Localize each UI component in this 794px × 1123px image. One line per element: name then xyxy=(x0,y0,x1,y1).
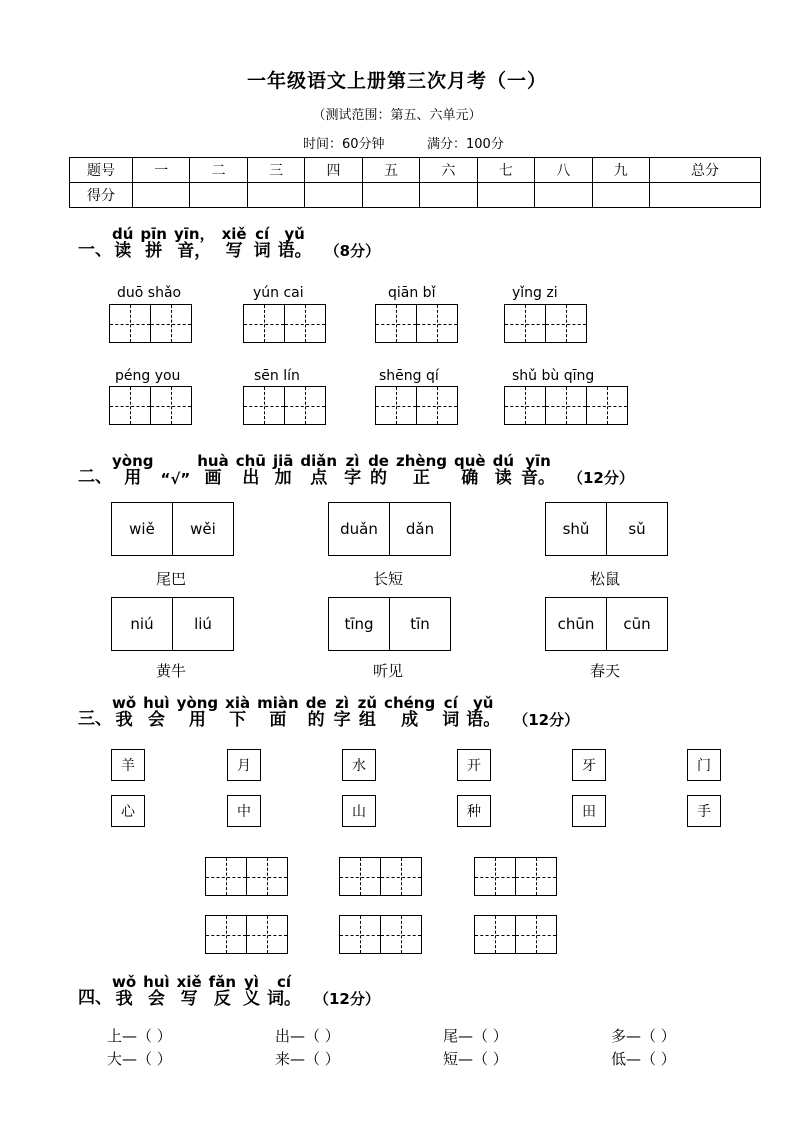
score-table-header: 九 xyxy=(592,158,649,183)
antonym-blank[interactable]: 尾—（ ） xyxy=(443,1027,508,1045)
antonym-blank[interactable]: 短—（ ） xyxy=(443,1050,508,1068)
character-box: 开 xyxy=(457,749,491,781)
score-cell[interactable] xyxy=(190,183,247,208)
ruby-char: yòng 用 xyxy=(112,452,154,488)
pinyin-option[interactable]: duǎn xyxy=(329,503,390,555)
antonym-blank[interactable]: 大—（ ） xyxy=(107,1050,172,1068)
antonym-blank[interactable]: 多—（ ） xyxy=(611,1027,676,1045)
exam-time: 时间：60分钟 xyxy=(303,137,385,152)
ruby-char: cí 词。 xyxy=(267,973,301,1009)
score-table-header: 八 xyxy=(535,158,592,183)
word-label: 尾巴 xyxy=(155,570,186,588)
score-table-header: 五 xyxy=(362,158,419,183)
writing-grid[interactable] xyxy=(504,386,628,425)
ruby-char: dú 读 xyxy=(492,452,514,488)
score-cell[interactable] xyxy=(362,183,419,208)
pinyin-label: shǔ bù qīng xyxy=(512,368,595,384)
score-table-header: 七 xyxy=(477,158,534,183)
character-box: 种 xyxy=(457,795,491,827)
writing-grid[interactable] xyxy=(474,915,557,954)
score-table-header: 六 xyxy=(420,158,477,183)
pinyin-option[interactable]: cūn xyxy=(623,615,651,633)
pinyin-choice-pair xyxy=(111,502,234,556)
pinyin-choice-pair xyxy=(111,597,234,651)
writing-grid[interactable] xyxy=(205,915,288,954)
score-table-header: 一 xyxy=(133,158,190,183)
character-box: 月 xyxy=(227,749,261,781)
score-table-header: 题号 xyxy=(70,158,133,183)
ruby-char: xiě 写 xyxy=(176,973,202,1009)
ruby-char: chéng 成 xyxy=(384,694,436,730)
writing-grid[interactable] xyxy=(243,386,326,425)
pinyin-choice-pair xyxy=(328,502,451,556)
pinyin-option[interactable]: liú xyxy=(194,615,212,633)
ruby-char: yì 义 xyxy=(243,973,260,1009)
section-number: 四、 xyxy=(78,988,112,1008)
ruby-char: de 的 xyxy=(368,452,389,488)
pinyin-label: yún cai xyxy=(253,285,304,301)
ruby-char: chū 出 xyxy=(235,452,266,488)
score-table-header: 二 xyxy=(190,158,247,183)
check-mark-symbol: “√” xyxy=(160,470,191,488)
character-box: 田 xyxy=(572,795,606,827)
pinyin-choice-pair xyxy=(545,597,668,651)
page-title: 一年级语文上册第三次月考（一） xyxy=(246,70,547,92)
section-score: （8分） xyxy=(324,242,381,260)
word-label: 松鼠 xyxy=(589,570,620,588)
score-table-header: 总分 xyxy=(649,158,760,183)
ruby-char: wǒ 我 xyxy=(112,973,137,1009)
pinyin-option[interactable]: sǔ xyxy=(628,520,646,538)
ruby-char: xiě 写 xyxy=(221,225,247,261)
section-score: （12分） xyxy=(314,990,380,1008)
ruby-char: yīn 音。 xyxy=(521,452,555,488)
ruby-char: cí 词 xyxy=(253,225,271,261)
section-score: （12分） xyxy=(513,711,580,729)
word-label: 春天 xyxy=(589,662,620,680)
character-box: 牙 xyxy=(572,749,606,781)
antonym-blank[interactable]: 来—（ ） xyxy=(275,1050,340,1068)
ruby-char: zhèng 正 xyxy=(395,452,447,488)
antonym-blank[interactable]: 出—（ ） xyxy=(275,1027,340,1045)
score-row-label: 得分 xyxy=(70,183,133,208)
pinyin-label: duō shǎo xyxy=(117,285,182,301)
score-table-header: 四 xyxy=(305,158,362,183)
section-number: 三、 xyxy=(78,709,112,729)
section-1-heading xyxy=(78,227,380,260)
section-4-heading xyxy=(78,975,380,1008)
ruby-char: de 的 xyxy=(305,694,327,730)
pinyin-label: shēng qí xyxy=(379,368,439,384)
ruby-char: zì 字 xyxy=(344,452,362,488)
writing-grid[interactable] xyxy=(375,386,458,425)
ruby-char: dú 读 xyxy=(112,225,134,261)
antonym-blank[interactable]: 上—（ ） xyxy=(107,1027,172,1045)
ruby-char: yīn， 音， xyxy=(173,225,215,261)
antonym-blank[interactable]: 低—（ ） xyxy=(611,1050,676,1068)
ruby-char: fǎn 反 xyxy=(208,973,236,1009)
section-number: 一、 xyxy=(78,240,112,260)
writing-grid[interactable] xyxy=(109,304,192,343)
word-label: 长短 xyxy=(372,570,403,588)
ruby-char: wǒ 我 xyxy=(112,694,137,730)
pinyin-option[interactable]: chūn xyxy=(546,598,607,650)
ruby-char: què 确 xyxy=(453,452,486,488)
score-table xyxy=(69,157,761,208)
score-cell[interactable] xyxy=(247,183,304,208)
pinyin-option[interactable]: wiě xyxy=(112,503,173,555)
pinyin-label: qiān bǐ xyxy=(388,285,436,301)
word-label: 听见 xyxy=(372,662,403,680)
pinyin-label: péng you xyxy=(115,368,181,384)
ruby-char: cí 词 xyxy=(442,694,460,730)
score-cell[interactable] xyxy=(592,183,649,208)
ruby-char: miàn 面 xyxy=(257,694,299,730)
ruby-char: huì 会 xyxy=(143,694,170,730)
writing-grid[interactable] xyxy=(375,304,458,343)
ruby-char: huì 会 xyxy=(143,973,170,1009)
pinyin-option[interactable]: niú xyxy=(112,598,173,650)
writing-grid[interactable] xyxy=(109,386,192,425)
score-cell[interactable] xyxy=(420,183,477,208)
writing-grid[interactable] xyxy=(243,304,326,343)
ruby-char: zì 字 xyxy=(333,694,351,730)
pinyin-choice-pair xyxy=(328,597,451,651)
score-table-header: 三 xyxy=(247,158,304,183)
character-box: 手 xyxy=(687,795,721,827)
writing-grid[interactable] xyxy=(339,915,422,954)
writing-grid[interactable] xyxy=(205,857,288,896)
test-scope: （测试范围：第五、六单元） xyxy=(312,108,482,123)
ruby-char: jiā 加 xyxy=(272,452,294,488)
section-2-heading xyxy=(78,454,634,487)
score-cell[interactable] xyxy=(477,183,534,208)
pinyin-option[interactable]: shǔ xyxy=(546,503,607,555)
character-box: 中 xyxy=(227,795,261,827)
full-score: 满分：100分 xyxy=(427,137,504,152)
ruby-char: zǔ 组 xyxy=(357,694,378,730)
pinyin-label: sēn lín xyxy=(254,368,300,384)
pinyin-option[interactable]: dǎn xyxy=(405,520,435,538)
ruby-char: pīn 拼 xyxy=(140,225,167,261)
character-box: 水 xyxy=(342,749,376,781)
section-number: 二、 xyxy=(78,467,112,487)
character-box: 门 xyxy=(687,749,721,781)
section-3-heading xyxy=(78,696,579,729)
score-cell[interactable] xyxy=(535,183,592,208)
character-box: 心 xyxy=(111,795,145,827)
writing-grid[interactable] xyxy=(339,857,422,896)
character-box: 羊 xyxy=(111,749,145,781)
score-cell[interactable] xyxy=(649,183,760,208)
pinyin-label: yǐng zi xyxy=(512,285,558,301)
character-box: 山 xyxy=(342,795,376,827)
writing-grid[interactable] xyxy=(504,304,587,343)
ruby-char: diǎn 点 xyxy=(300,452,338,488)
pinyin-option[interactable]: tīn xyxy=(410,615,430,633)
ruby-char: xià 下 xyxy=(225,694,251,730)
ruby-char: huà 画 xyxy=(197,452,229,488)
pinyin-choice-pair xyxy=(545,502,668,556)
score-cell[interactable] xyxy=(305,183,362,208)
ruby-char: yǔ 语。 xyxy=(277,225,312,261)
writing-grid[interactable] xyxy=(474,857,557,896)
ruby-char: yòng 用 xyxy=(176,694,219,730)
pinyin-option[interactable]: wěi xyxy=(190,520,216,538)
pinyin-option[interactable]: tīng xyxy=(329,598,390,650)
word-label: 黄牛 xyxy=(155,662,186,680)
ruby-char: yǔ 语。 xyxy=(466,694,501,730)
section-score: （12分） xyxy=(568,469,634,487)
score-cell[interactable] xyxy=(133,183,190,208)
